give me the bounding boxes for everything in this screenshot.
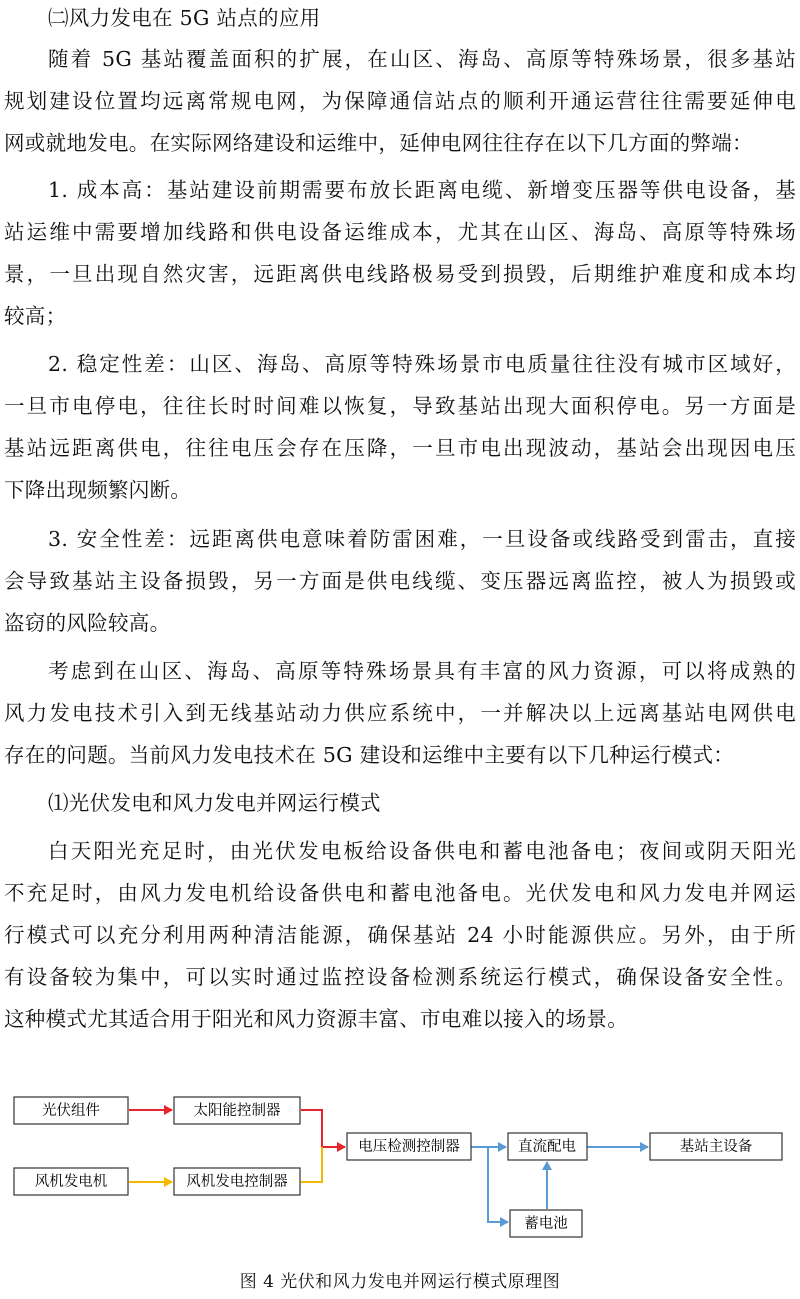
main-equipment-label: 基站主设备 [679, 1139, 753, 1155]
paragraph-line: 规划建设位置均远离常规电网，为保障通信站点的顺利开通运营往往需要延伸电 [4, 89, 796, 113]
paragraph-line: 行模式可以充分利用两种清洁能源，确保基站 24 小时能源供应。另外，由于所 [4, 923, 796, 947]
list-item-line: 景，一旦出现自然灾害，远距离供电线路极易受到损毁，后期维护难度和成本均 [4, 262, 796, 286]
list-item-line: 一旦市电停电，往往长时时间难以恢复，导致基站出现大面积停电。另一方面是 [4, 394, 796, 418]
dc-distribution-box [508, 1133, 587, 1160]
list-item-line: 3. 安全性差：远距离供电意味着防雷困难，一旦设备或线路受到雷击，直接 [48, 527, 796, 551]
list-item-line: 站运维中需要增加线路和供电设备运维成本，尤其在山区、海岛、高原等特殊场 [4, 220, 796, 244]
pv-module-label: 光伏组件 [42, 1103, 100, 1119]
subsection-heading: ⑴光伏发电和风力发电并网运行模式 [48, 791, 381, 815]
voltage-controller-label: 电压检测控制器 [358, 1139, 460, 1155]
flow-diagram [0, 1086, 800, 1256]
wind-generator-box [14, 1168, 128, 1195]
paragraph-line: 有设备较为集中，可以实时通过监控设备检测系统运行模式，确保设备安全性。 [4, 965, 796, 989]
wind-controller-label: 风机发电控制器 [186, 1174, 288, 1190]
battery-label: 蓄电池 [524, 1216, 568, 1232]
paragraph-line: 随着 5G 基站覆盖面积的扩展，在山区、海岛、高原等特殊场景，很多基站 [48, 47, 796, 71]
list-item-line: 盗窃的风险较高。 [4, 611, 171, 635]
paragraph-line: 网或就地发电。在实际网络建设和运维中，延伸电网往往存在以下几方面的弊端： [4, 131, 753, 155]
list-item-line: 基站远距离供电，往往电压会存在压降，一旦市电出现波动，基站会出现因电压 [4, 436, 796, 460]
figure-caption: 图 4 光伏和风力发电并网运行模式原理图 [239, 1272, 561, 1292]
wind-controller-box [174, 1168, 300, 1195]
list-item-line: 下降出现频繁闪断。 [4, 478, 192, 502]
battery-box [510, 1210, 582, 1237]
paragraph-line: 不充足时，由风力发电机给设备供电和蓄电池备电。光伏发电和风力发电并网运 [4, 881, 796, 905]
wind-generator-label: 风机发电机 [34, 1174, 108, 1190]
paragraph-line: 考虑到在山区、海岛、高原等特殊场景具有丰富的风力资源，可以将成熟的 [48, 659, 796, 683]
section-heading: ㈡风力发电在 5G 站点的应用 [48, 6, 321, 30]
voltage-controller-box [347, 1133, 471, 1160]
list-item-line: 较高； [4, 304, 67, 328]
paragraph-line: 存在的问题。当前风力发电技术在 5G 建设和运维中主要有以下几种运行模式： [4, 743, 735, 767]
list-item-line: 2. 稳定性差：山区、海岛、高原等特殊场景市电质量往往没有城市区域好， [48, 352, 796, 376]
paragraph-line: 风力发电技术引入到无线基站动力供应系统中，一并解决以上远离基站电网供电 [4, 701, 796, 725]
solar-controller-label: 太阳能控制器 [193, 1103, 281, 1119]
dc-distribution-label: 直流配电 [518, 1139, 576, 1155]
list-item-line: 会导致基站主设备损毁，另一方面是供电线缆、变压器远离监控，被人为损毁或 [4, 569, 796, 593]
paragraph-line: 这种模式尤其适合用于阳光和风力资源丰富、市电难以接入的场景。 [4, 1007, 628, 1031]
solar-controller-box [174, 1097, 300, 1124]
paragraph-line: 白天阳光充足时，由光伏发电板给设备供电和蓄电池备电；夜间或阴天阳光 [48, 839, 796, 863]
list-item-line: 1. 成本高：基站建设前期需要布放长距离电缆、新增变压器等供电设备，基 [48, 178, 796, 202]
pv-module-box [14, 1097, 128, 1124]
main-equipment-box [650, 1133, 782, 1160]
